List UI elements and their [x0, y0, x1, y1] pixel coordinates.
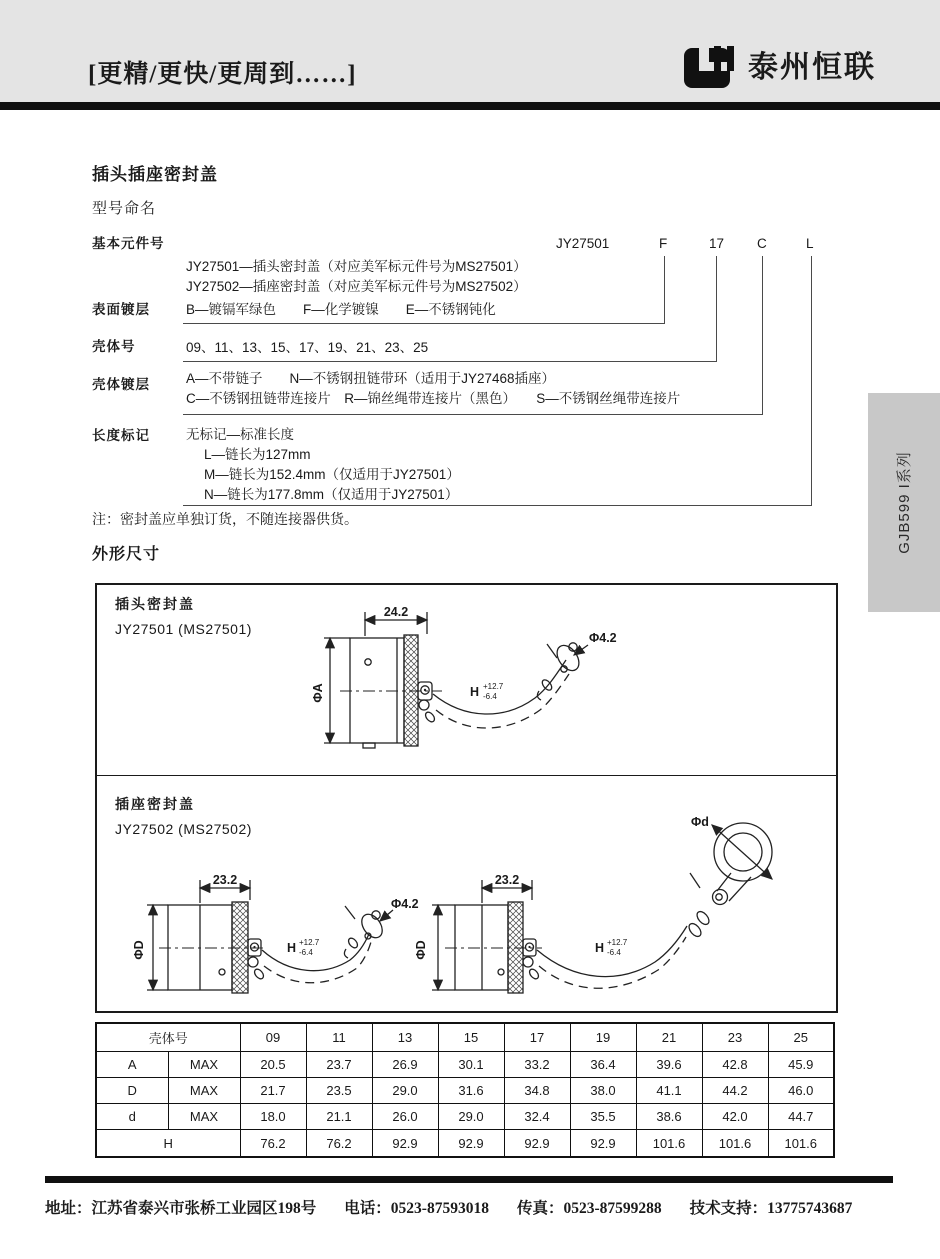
qual-cell: MAX: [168, 1078, 240, 1104]
value-cell: 20.5: [240, 1052, 306, 1078]
footer: [45, 1196, 915, 1218]
value-cell: 32.4: [504, 1104, 570, 1130]
dimension-table: [95, 1022, 835, 1158]
plug-cap-drawing: [300, 598, 690, 773]
series-side-tab-label: GJB599 I系列: [895, 451, 913, 554]
code-shell-plating: C: [757, 236, 767, 251]
size-col-header: 25: [768, 1023, 834, 1052]
value-cell: 101.6: [768, 1130, 834, 1158]
value-cell: 18.0: [240, 1104, 306, 1130]
value-cell: 92.9: [372, 1130, 438, 1158]
socket-end-dia-label: Φ4.2: [391, 897, 419, 911]
size-col-header: 21: [636, 1023, 702, 1052]
plug-h-tol-minus: -6.4: [483, 692, 497, 701]
label-shell-size: 壳体号: [92, 339, 136, 354]
value-cell: 35.5: [570, 1104, 636, 1130]
plug-drawing-model: JY27501 (MS27501): [115, 621, 252, 637]
socket-h-tol-minus: -6.4: [299, 948, 313, 957]
surface-plating-options: B—镀镉军绿色 F—化学镀镍 E—不锈钢钝化: [186, 302, 496, 317]
value-cell: 33.2: [504, 1052, 570, 1078]
shell-size-options: 09、11、13、15、17、19、21、23、25: [186, 340, 429, 355]
base-desc-line: JY27501—插头密封盖（对应美军标元件号为MS27501）: [186, 259, 527, 274]
value-cell: 45.9: [768, 1052, 834, 1078]
socket-dia-label: ΦD: [132, 940, 146, 960]
footer-support: 技术支持：13775743687: [689, 1200, 853, 1217]
company-logo: [684, 46, 876, 90]
value-cell: 29.0: [438, 1104, 504, 1130]
value-cell: 21.7: [240, 1078, 306, 1104]
value-cell: 39.6: [636, 1052, 702, 1078]
value-cell: 76.2: [306, 1130, 372, 1158]
plug-h-label: H: [470, 685, 480, 699]
socket-h-label: H: [287, 941, 297, 955]
qual-cell: MAX: [168, 1104, 240, 1130]
naming-section-title: 型号命名: [92, 200, 157, 217]
plug-drawing-title: 插头密封盖: [115, 596, 195, 612]
code-plating: F: [659, 236, 668, 251]
plug-dia-label: ΦA: [311, 683, 325, 703]
table-row: [96, 1104, 834, 1130]
plug-h-tol-plus: +12.7: [483, 682, 504, 691]
value-cell: 101.6: [702, 1130, 768, 1158]
socket-right-view-geometry: [432, 823, 772, 993]
header-rule: [0, 102, 940, 110]
value-cell: 44.2: [702, 1078, 768, 1104]
socket2-h-tol-minus: -6.4: [607, 948, 621, 957]
label-shell-plating: 壳体镀层: [92, 377, 150, 392]
socket-cap-drawing: [105, 800, 835, 1012]
size-col-header: 23: [702, 1023, 768, 1052]
code-base: JY27501: [556, 236, 610, 251]
size-col-header: 17: [504, 1023, 570, 1052]
length-option-line: M—链长为152.4mm（仅适用于JY27501）: [204, 467, 460, 482]
footer-address: 地址：江苏省泰兴市张桥工业园区198号: [45, 1200, 317, 1217]
shell-plating-options-line: A—不带链子 N—不锈钢扭链带环（适用于JY27468插座）: [186, 371, 556, 386]
size-col-header: 09: [240, 1023, 306, 1052]
dimensions-section-title: 外形尺寸: [92, 546, 161, 563]
length-option-line: 无标记—标准长度: [186, 427, 294, 442]
page-title: 插头插座密封盖: [92, 165, 218, 184]
logo-text: 泰州恒联: [748, 51, 876, 84]
size-col-header: 13: [372, 1023, 438, 1052]
label-surface-plating: 表面镀层: [92, 302, 150, 317]
footer-fax: 传真：0523-87599288: [516, 1200, 662, 1217]
value-cell: 34.8: [504, 1078, 570, 1104]
base-desc-line: JY27502—插座密封盖（对应美军标元件号为MS27502）: [186, 279, 527, 294]
value-cell: 31.6: [438, 1078, 504, 1104]
code-length: L: [806, 236, 814, 251]
value-cell: 36.4: [570, 1052, 636, 1078]
socket-ring-dia-label: Φd: [691, 815, 709, 829]
value-cell: 41.1: [636, 1078, 702, 1104]
table-row: [96, 1130, 834, 1158]
value-cell: 42.0: [702, 1104, 768, 1130]
value-cell: 38.6: [636, 1104, 702, 1130]
logo-lh-icon: [684, 46, 740, 90]
param-cell: D: [96, 1078, 168, 1104]
param-cell: d: [96, 1104, 168, 1130]
socket-left-view-geometry: [147, 880, 393, 993]
label-length-mark: 长度标记: [92, 428, 150, 443]
value-cell: 101.6: [636, 1130, 702, 1158]
footer-rule: [45, 1176, 893, 1183]
value-cell: 23.5: [306, 1078, 372, 1104]
value-cell: 29.0: [372, 1078, 438, 1104]
socket-drawing-model: JY27502 (MS27502): [115, 821, 252, 837]
label-base-part: 基本元件号: [92, 236, 165, 251]
value-cell: 46.0: [768, 1078, 834, 1104]
value-cell: 92.9: [504, 1130, 570, 1158]
value-cell: 44.7: [768, 1104, 834, 1130]
size-col-header: 19: [570, 1023, 636, 1052]
socket2-h-label: H: [595, 941, 605, 955]
value-cell: 21.1: [306, 1104, 372, 1130]
table-header-row: [96, 1023, 834, 1052]
table-row: [96, 1078, 834, 1104]
value-cell: 76.2: [240, 1130, 306, 1158]
param-cell: H: [96, 1130, 240, 1158]
param-cell: A: [96, 1052, 168, 1078]
socket2-width-dim-label: 23.2: [494, 873, 520, 887]
order-note: 注：密封盖应单独订货，不随连接器供货。: [92, 511, 358, 527]
length-option-line: L—链长为127mm: [204, 447, 311, 462]
table-row: [96, 1052, 834, 1078]
code-shell: 17: [709, 236, 725, 251]
value-cell: 26.0: [372, 1104, 438, 1130]
plug-drawing-geometry: [324, 612, 588, 748]
value-cell: 38.0: [570, 1078, 636, 1104]
shell-plating-options-line: C—不锈钢扭链带连接片 R—锦丝绳带连接片（黑色） S—不锈钢丝绳带连接片: [186, 391, 681, 406]
socket2-dia-label: ΦD: [414, 940, 428, 960]
plug-end-dia-label: Φ4.2: [589, 631, 617, 645]
socket2-h-tol-plus: +12.7: [607, 938, 628, 947]
value-cell: 92.9: [570, 1130, 636, 1158]
value-cell: 30.1: [438, 1052, 504, 1078]
socket-width-dim-label: 23.2: [212, 873, 238, 887]
size-col-header: 15: [438, 1023, 504, 1052]
table-corner-cell: 壳体号: [96, 1023, 240, 1052]
drawings-divider: [97, 775, 836, 776]
length-option-line: N—链长为177.8mm（仅适用于JY27501）: [204, 487, 459, 502]
value-cell: 26.9: [372, 1052, 438, 1078]
plug-width-dim-label: 24.2: [383, 605, 409, 619]
header-slogan: [更精/更快/更周到……]: [88, 61, 357, 88]
size-col-header: 11: [306, 1023, 372, 1052]
value-cell: 23.7: [306, 1052, 372, 1078]
socket-drawing-title: 插座密封盖: [115, 796, 195, 812]
value-cell: 42.8: [702, 1052, 768, 1078]
footer-phone: 电话：0523-87593018: [344, 1200, 489, 1217]
series-side-tab: [868, 393, 940, 612]
value-cell: 92.9: [438, 1130, 504, 1158]
socket-h-tol-plus: +12.7: [299, 938, 320, 947]
qual-cell: MAX: [168, 1052, 240, 1078]
